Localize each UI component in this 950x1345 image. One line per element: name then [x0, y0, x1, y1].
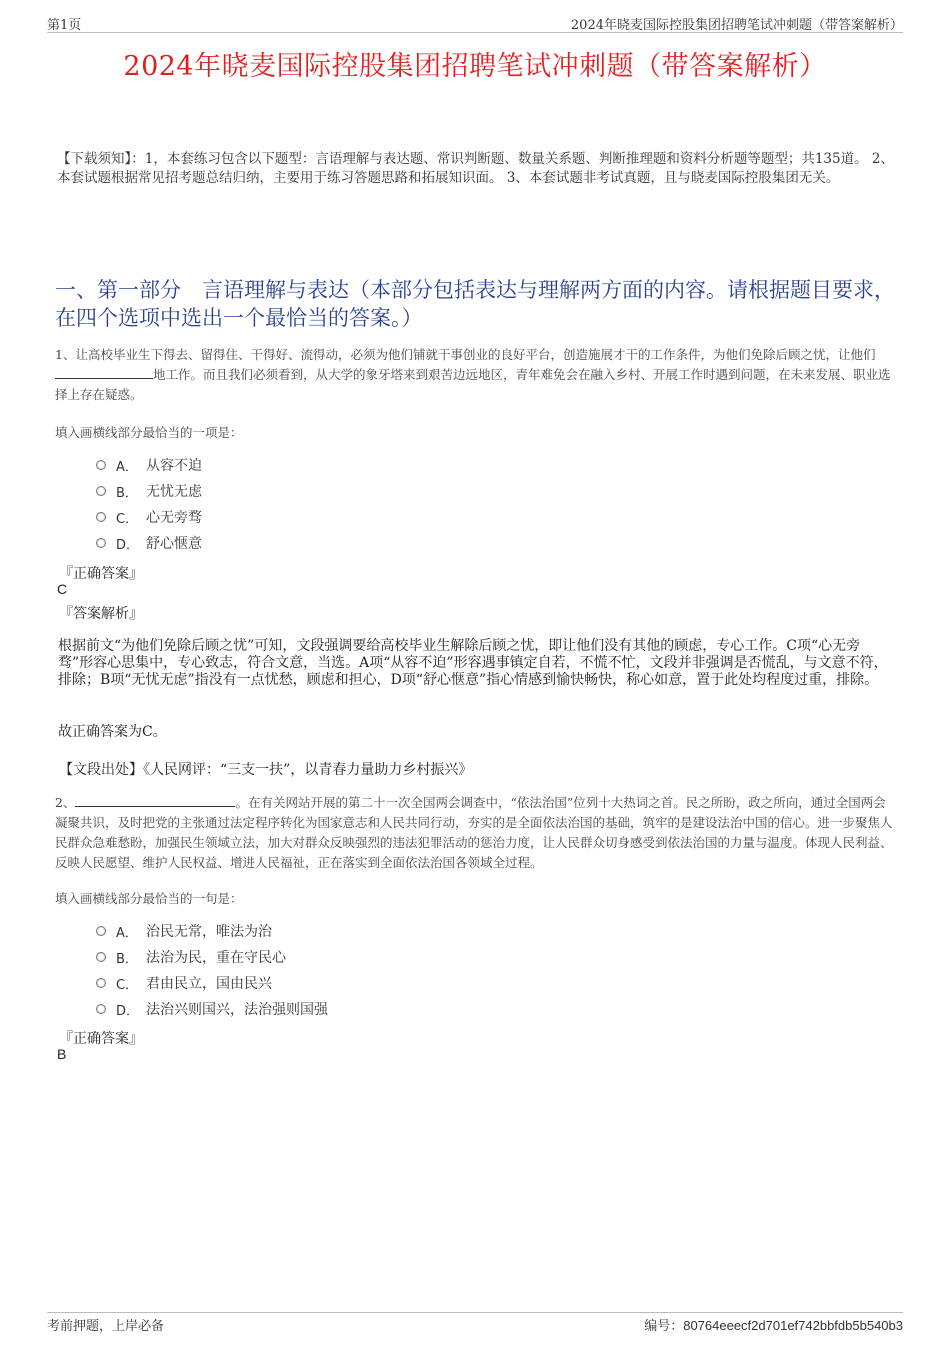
option-b[interactable]: B． 法治为民，重在守民心	[96, 944, 328, 970]
answer-value: C	[57, 581, 68, 597]
radio-icon[interactable]	[96, 1004, 106, 1014]
radio-icon[interactable]	[96, 926, 106, 936]
footer-code: 编号：80764eeecf2d701ef742bbfdb5b540b3	[644, 1318, 903, 1334]
analysis-text: 根据前文“为他们免除后顾之忧”可知，文段强调要给高校毕业生解除后顾之忧，即让他们没有其他的顾虑，专心工作。C项“心无旁骛”形容心思集中，专心致志，符合文意，当选。A项“从容不迫”形容遇事镇定自若，不慌不忙，文段并非强调是否慌乱，与文意不符，排除；B项“无忧无虑”指没有一点忧愁，顾虑和担心，D项“舒心惬意”指心情感到愉快畅快，称心如意，置于此处均程度过重，排除。	[58, 638, 888, 688]
section-heading: 一、第一部分 言语理解与表达（本部分包括表达与理解两方面的内容。请根据题目要求，在四个选项中选出一个最恰当的答案。）	[55, 278, 895, 330]
radio-icon[interactable]	[96, 486, 106, 496]
source-citation: 【文段出处】《人民网评：“三支一扶”，以青春力量助力乡村振兴》	[59, 762, 473, 778]
question-1-text-a: 1、让高校毕业生下得去、留得住、干得好、流得动，必须为他们铺就干事创业的良好平台，创造施展才干的工作条件，为他们免除后顾之忧，让他们	[55, 347, 876, 362]
answer-value: B	[57, 1046, 67, 1062]
answer-label: 『正确答案』	[59, 566, 143, 582]
option-c[interactable]: C． 君由民立，国由民兴	[96, 970, 328, 996]
option-c[interactable]: C． 心无旁骛	[96, 504, 202, 530]
radio-icon[interactable]	[96, 978, 106, 988]
option-d[interactable]: D． 舒心惬意	[96, 530, 202, 556]
radio-icon[interactable]	[96, 512, 106, 522]
option-a[interactable]: A． 治民无常，唯法为治	[96, 918, 328, 944]
option-b[interactable]: B． 无忧无虑	[96, 478, 202, 504]
header-doc-title: 2024年晓麦国际控股集团招聘笔试冲刺题（带答案解析）	[570, 18, 903, 33]
answer-label: 『正确答案』	[59, 1031, 143, 1047]
document-title: 2024年晓麦国际控股集团招聘笔试冲刺题（带答案解析）	[123, 51, 827, 82]
question-1-text-b: 地工作。而且我们必须看到，从大学的象牙塔来到艰苦边远地区，青年难免会在融入乡村、开展工作时遇到问题，在未来发展、职业选择上存在疑惑。	[55, 367, 891, 402]
page-number: 第1页	[47, 18, 82, 33]
radio-icon[interactable]	[96, 538, 106, 548]
page-header	[47, 14, 903, 33]
question-1-prompt: 填入画横线部分最恰当的一项是：	[55, 425, 243, 440]
question-2-stem	[55, 793, 895, 873]
question-1-options	[96, 452, 202, 556]
question-2-text: 。在有关网站开展的第二十一次全国两会调查中，“依法治国”位列十大热词之首。民之所盼，政之所向，通过全国两会凝聚共识，及时把党的主张通过法定程序转化为国家意志和人民共同行动，夯实的是全面依法治国的基础，筑牢的是建设法治中国的信心。进一步聚焦人民群众急难愁盼，加强民生领域立法，加大对群众反映强烈的违法犯罪活动的惩治力度，让人民群众切身感受到依法治国的力量与温度。体现人民利益、反映人民愿望、维护人民权益、增进人民福祉，正在落实到全面依法治国各领域全过程。	[55, 795, 893, 870]
question-2-blank	[75, 793, 235, 807]
analysis-conclusion: 故正确答案为C。	[58, 724, 167, 740]
radio-icon[interactable]	[96, 952, 106, 962]
question-1-blank	[55, 365, 153, 379]
question-1-stem	[55, 345, 895, 405]
question-2-prompt: 填入画横线部分最恰当的一句是：	[55, 891, 243, 906]
option-d[interactable]: D． 法治兴则国兴，法治强则国强	[96, 996, 328, 1022]
question-2-number: 2、	[55, 795, 76, 810]
footer-slogan: 考前押题，上岸必备	[47, 1319, 165, 1334]
question-2-options	[96, 918, 328, 1022]
page-footer	[47, 1312, 903, 1333]
download-notice: 【下载须知】：1，本套练习包含以下题型：言语理解与表达题、常识判断题、数量关系题、判断推理题和资料分析题等题型；共135道。 2、本套试题根据常见招考题总结归纳，主要用于练习答题思路和拓展知识面。 3、本套试题非考试真题，且与晓麦国际控股集团无关。	[57, 151, 894, 186]
radio-icon[interactable]	[96, 460, 106, 470]
analysis-label: 『答案解析』	[59, 606, 143, 622]
option-a[interactable]: A． 从容不迫	[96, 452, 202, 478]
